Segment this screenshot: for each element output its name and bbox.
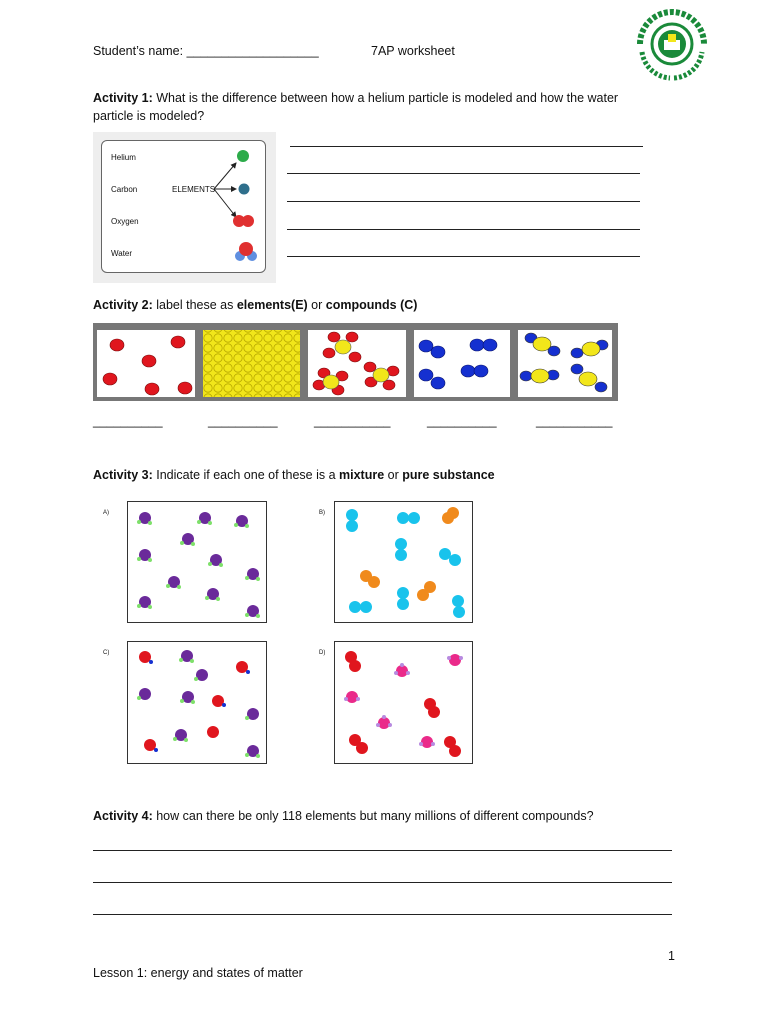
activity3-instruction [93,468,495,482]
diagram-row-water: Water [111,249,133,258]
activity3-mixture-label: mixture [339,468,385,482]
activity4-question [93,809,594,823]
box-a-label: A) [103,510,109,516]
box-d-label: D) [319,650,326,656]
diagram-row-helium: Helium [111,153,136,162]
answer-line-a4-2[interactable] [93,882,672,883]
elements-diagram [93,132,276,283]
answer-line-a4-1[interactable] [93,850,672,851]
worksheet-title: 7AP worksheet [371,44,455,58]
particle-box-d [334,641,473,764]
answer-line-a1-5[interactable] [287,256,640,257]
answer-blank-a2-2[interactable]: __________ [208,414,278,428]
panel-2-solid-lattice [203,330,300,397]
carbon-atom [239,184,250,195]
activity3-or: or [384,468,403,482]
activity2-particle-strip [93,323,618,401]
oxygen-atom-2 [242,215,254,227]
box-b-label: B) [319,510,325,516]
answer-blank-a2-3[interactable]: ___________ [314,414,391,428]
activity1-label: Activity 1: [93,91,153,105]
activity2-elements-label: elements(E) [236,298,308,312]
water-oxygen [239,242,253,256]
answer-blank-a2-4[interactable]: __________ [427,414,497,428]
activity2-text: label these as [156,298,237,312]
activity4-question-text: how can there be only 118 elements but many millions of different compounds? [156,809,594,823]
activity2-or: or [307,298,326,312]
box-b-particles [335,502,472,622]
answer-line-a1-2[interactable] [287,173,640,174]
activity3-pure-label: pure substance [402,468,495,482]
diagram-row-oxygen: Oxygen [111,217,139,226]
box-d-particles [335,642,472,763]
box-c-label: C) [103,650,110,656]
activity2-label: Activity 2: [93,298,153,312]
activity1-question [93,89,693,125]
particle-box-b [334,501,473,623]
answer-line-a1-3[interactable] [287,201,640,202]
answer-blank-a2-1[interactable]: __________ [93,414,163,428]
page-number: 1 [668,949,675,963]
student-name-label: Student’s name: ___________________ [93,44,319,58]
school-logo [630,4,714,88]
particle-box-a [127,501,267,623]
diagram-row-carbon: Carbon [111,185,138,194]
activity4-label: Activity 4: [93,809,153,823]
diagram-arrows-and-particles [102,141,265,272]
answer-line-a1-4[interactable] [287,229,640,230]
answer-blank-a2-5[interactable]: ___________ [536,414,613,428]
lesson-footer: Lesson 1: energy and states of matter [93,966,303,980]
activity3-label: Activity 3: [93,468,153,482]
activity2-instruction [93,298,417,312]
helium-atom [237,150,249,162]
activity2-particle-panels [93,323,618,401]
box-c-particles [128,642,266,763]
activity3-text: Indicate if each one of these is a [156,468,339,482]
box-a-particles [128,502,266,622]
activity1-question-line2: particle is modeled? [93,109,205,123]
particle-box-c [127,641,267,764]
answer-line-a4-3[interactable] [93,914,672,915]
answer-line-a1-1[interactable] [290,146,643,147]
school-logo-icon [630,4,714,88]
activity1-question-line1: What is the difference between how a helium particle is modeled and how the water [156,91,619,105]
diagram-elements-label: ELEMENTS [172,185,216,194]
activity2-compounds-label: compounds (C) [325,298,418,312]
